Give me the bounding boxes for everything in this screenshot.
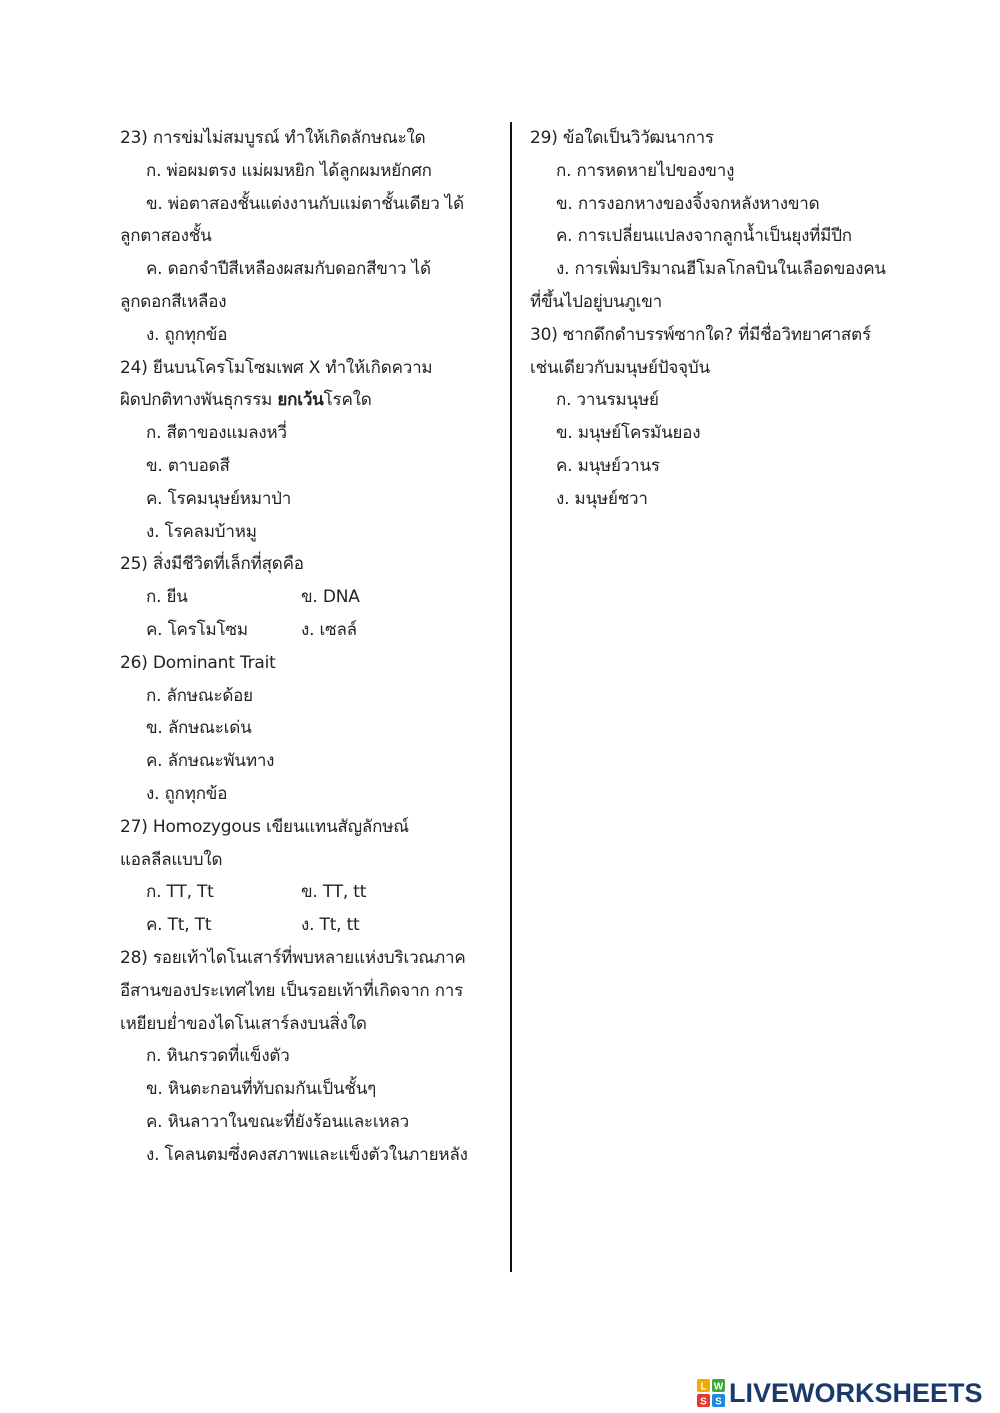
question-24-continued [120, 384, 465, 417]
option-29-d: ง. การเพิ่มปริมาณฮีโมลโกลบินในเลือดของคน [556, 259, 886, 280]
question-27-continued: แอลลีลแบบใด [120, 849, 223, 870]
option-30-b: ข. มนุษย์โครมันยอง [556, 423, 701, 444]
option-25-a: ก. ยีน [146, 587, 188, 608]
question-28: 28) รอยเท้าไดโนเสาร์ที่พบหลายแห่งบริเวณภาค [120, 947, 466, 968]
question-28-continued-2: เหยียบย่ำของไดโนเสาร์ลงบนสิ่งใด [120, 1013, 367, 1034]
option-24-c: ค. โรคมนุษย์หมาป่า [146, 488, 292, 509]
column-divider [510, 122, 512, 1272]
question-23: 23) การข่มไม่สมบูรณ์ ทำให้เกิดลักษณะใด [120, 128, 426, 148]
option-23-b-continued: ลูกตาสองชั้น [120, 226, 212, 247]
options-25-row-2 [120, 614, 465, 647]
options-27-row-1 [120, 876, 465, 909]
option-28-b: ข. หินตะกอนที่ทับถมกันเป็นชั้นๆ [146, 1079, 377, 1100]
question-24: 24) ยีนบนโครโมโซมเพศ X ทำให้เกิดความ [120, 357, 433, 378]
option-23-c-continued: ลูกดอกสีเหลือง [120, 291, 227, 312]
option-26-d: ง. ถูกทุกข้อ [146, 783, 228, 804]
option-29-a: ก. การหดหายไปของขางู [556, 160, 735, 181]
question-28-continued-1: อีสานของประเทศไทย เป็นรอยเท้าที่เกิดจาก การ [120, 980, 464, 1001]
question-24-except: ยกเว้น [277, 390, 324, 411]
option-27-a: ก. TT, Tt [146, 882, 214, 903]
logo-letter-4: S [715, 1396, 722, 1407]
liveworksheets-brand [697, 1378, 983, 1408]
option-29-d-continued: ที่ขึ้นไปอยู่บนภูเขา [530, 291, 662, 312]
logo-letter-1: L [700, 1381, 707, 1393]
option-27-d: ง. Tt, tt [301, 915, 360, 936]
logo-letter-2: W [713, 1381, 724, 1393]
question-24-tail: โรคใด [323, 390, 372, 411]
option-26-a: ก. ลักษณะด้อย [146, 685, 253, 706]
liveworksheets-logo-icon [697, 1379, 725, 1407]
option-24-a: ก. สีตาของแมลงหวี่ [146, 423, 287, 444]
option-26-c: ค. ลักษณะพันทาง [146, 751, 275, 772]
option-23-c: ค. ดอกจำปีสีเหลืองผสมกับดอกสีขาว ได้ [146, 259, 431, 280]
option-27-b: ข. TT, tt [301, 882, 367, 903]
option-23-b: ข. พ่อตาสองชั้นแต่งงานกับแม่ตาชั้นเดียว ได้ [146, 193, 464, 214]
option-25-c: ค. โครโมโซม [146, 619, 248, 640]
option-28-a: ก. หินกรวดที่แข็งตัว [146, 1046, 290, 1067]
option-30-d: ง. มนุษย์ชวา [556, 488, 648, 509]
option-29-b: ข. การงอกหางของจิ้งจกหลังหางขาด [556, 193, 820, 214]
brand-name: LIVEWORKSHEETS [729, 1377, 983, 1408]
option-27-c: ค. Tt, Tt [146, 915, 212, 936]
option-30-c: ค. มนุษย์วานร [556, 455, 660, 476]
left-column [120, 122, 468, 1172]
option-23-d: ง. ถูกทุกข้อ [146, 324, 228, 345]
option-24-d: ง. โรคลมบ้าหมู [146, 521, 257, 542]
option-23-a: ก. พ่อผมตรง แม่ผมหยิก ได้ลูกผมหยักศก [146, 160, 432, 181]
option-26-b: ข. ลักษณะเด่น [146, 718, 252, 739]
question-24-text: ผิดปกติทางพันธุกรรม [120, 390, 278, 411]
option-28-c: ค. หินลาวาในขณะที่ยังร้อนและเหลว [146, 1111, 410, 1132]
option-30-a: ก. วานรมนุษย์ [556, 390, 659, 411]
question-25: 25) สิ่งมีชีวิตที่เล็กที่สุดคือ [120, 554, 304, 575]
question-29: 29) ข้อใดเป็นวิวัฒนาการ [530, 128, 714, 148]
option-24-b: ข. ตาบอดสี [146, 455, 230, 476]
right-column [530, 122, 886, 516]
question-30: 30) ซากดึกดำบรรพ์ซากใด? ที่มีชื่อวิทยาศาสตร์ [530, 324, 871, 345]
question-27: 27) Homozygous เขียนแทนสัญลักษณ์ [120, 816, 409, 837]
logo-letter-3: S [700, 1396, 707, 1407]
option-28-d: ง. โคลนตมซึ่งคงสภาพและแข็งตัวในภายหลัง [146, 1144, 468, 1165]
option-29-c: ค. การเปลี่ยนแปลงจากลูกน้ำเป็นยุงที่มีปีก [556, 226, 852, 247]
question-26: 26) Dominant Trait [120, 652, 276, 673]
option-25-b: ข. DNA [301, 587, 360, 608]
options-25-row-1 [120, 581, 465, 614]
question-30-continued: เช่นเดียวกับมนุษย์ปัจจุบัน [530, 357, 710, 378]
options-27-row-2 [120, 909, 465, 942]
option-25-d: ง. เซลล์ [301, 619, 357, 640]
